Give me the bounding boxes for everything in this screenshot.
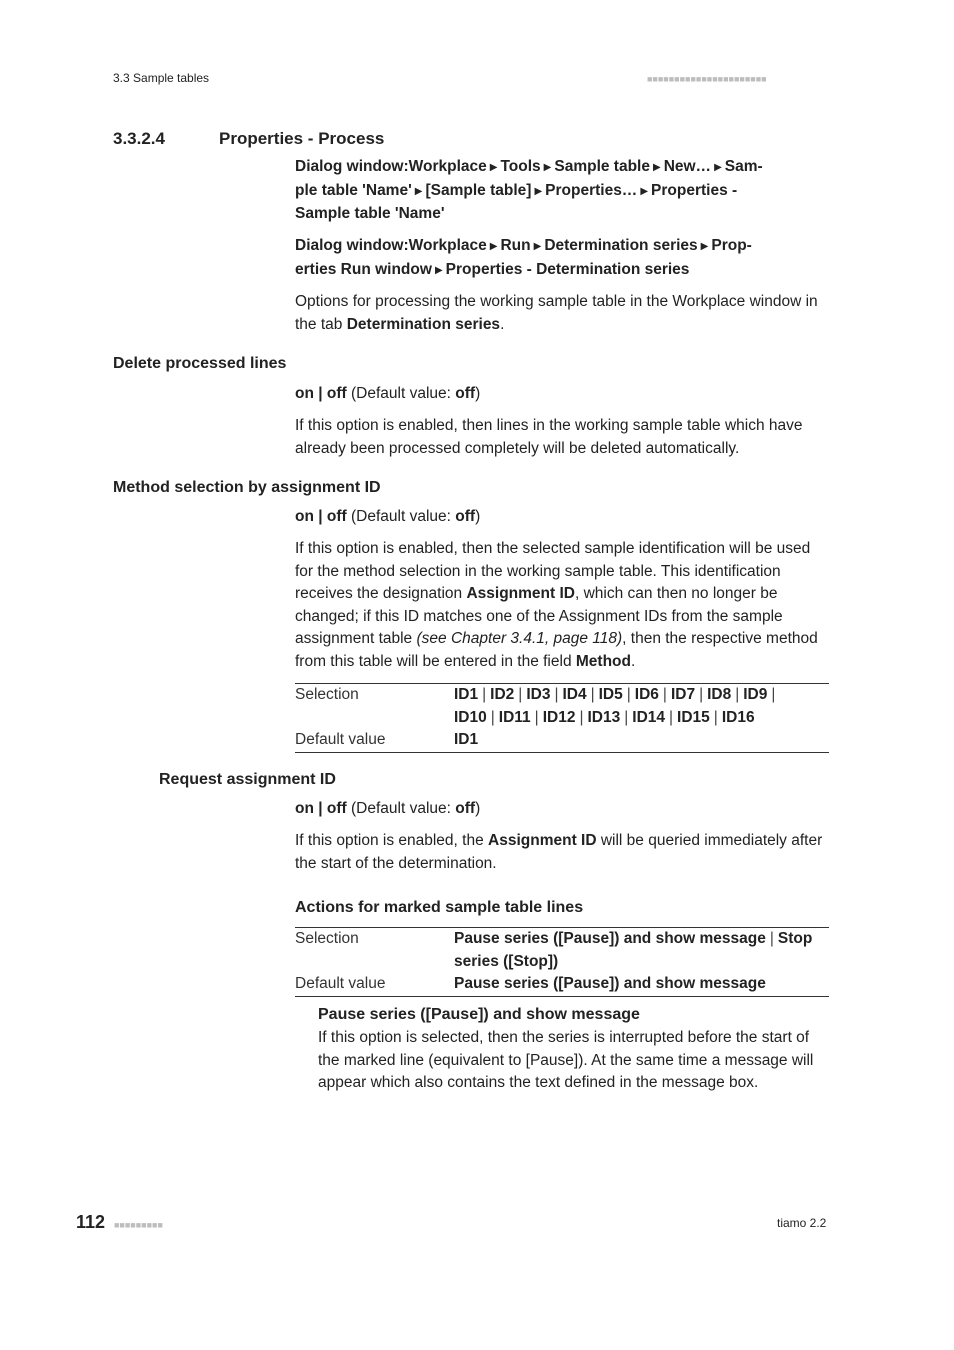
request-assignment-id-heading: Request assignment ID (159, 771, 336, 788)
arrow-right-icon: ▶ (652, 162, 661, 173)
arrow-right-icon: ▶ (414, 185, 423, 197)
page-number: 112 (76, 1212, 106, 1232)
arrow-right-icon: ▶ (700, 241, 709, 252)
method-selection-table (295, 683, 829, 753)
id-option: ID4 (562, 686, 587, 703)
arrow-right-icon: ▶ (434, 264, 443, 276)
id-option: ID15 (677, 708, 710, 726)
id-option: ID6 (634, 686, 659, 703)
delete-processed-lines-heading: Delete processed lines (113, 355, 287, 372)
option-separator: | (554, 686, 559, 703)
option-separator: | (590, 686, 595, 703)
delete-processed-lines-description: If this option is enabled, then lines in the working sample table which have already been processed completely will be deleted automatically. (295, 417, 803, 457)
arrow-right-icon: ▶ (543, 162, 552, 173)
id-option: ID16 (721, 708, 755, 726)
id-options (454, 684, 829, 730)
option-separator: | (482, 686, 487, 703)
method-selection-onoff: on | off (Default value: off) (295, 508, 481, 525)
id-option: ID14 (632, 708, 666, 726)
id-option: ID7 (670, 686, 696, 703)
id-option: ID2 (490, 686, 515, 703)
option-separator: | (662, 686, 667, 703)
arrow-right-icon: ▶ (489, 241, 498, 252)
option-separator: | (699, 686, 704, 703)
id-option: ID8 (707, 686, 732, 703)
actions-options: Pause series ([Pause]) and show message | Stop series ([Stop]) (454, 930, 813, 970)
method-selection-description: If this option is enabled, then the selected sample identification will be used for the method selection in the working sample table. This identification receives the designation Assignment ID, which can then no longer be changed; if this ID matches one of the Assignment IDs from the sample assignment table (see Chapter 3.4.1, page 118), then the respective method from this table will be entered in the field Method. (295, 540, 818, 670)
option-separator: | (490, 708, 495, 726)
id-option: ID11 (498, 708, 531, 726)
id-option: ID13 (587, 708, 621, 726)
request-assignment-id-description: If this option is enabled, the Assignment ID will be queried immediately after the start of the determination. (295, 832, 823, 872)
id-option: ID5 (598, 686, 623, 703)
id-option: ID12 (542, 708, 576, 726)
selection-label: Selection (295, 930, 359, 947)
request-assignment-id-onoff: on | off (Default value: off) (295, 800, 481, 817)
default-value: ID1 (454, 731, 479, 748)
nav-path-1: Dialog window:Workplace ▶ Tools ▶ Sample table ▶ New… ▶ Sam- ple table 'Name' ▶ [Sample table] ▶ Properties… ▶ Properties - Sample table 'Name' (295, 158, 763, 222)
pause-series-heading: Pause series ([Pause]) and show message (318, 1006, 640, 1023)
default-label: Default value (295, 731, 386, 748)
arrow-right-icon: ▶ (489, 162, 498, 173)
option-separator: | (771, 686, 776, 703)
arrow-right-icon: ▶ (534, 185, 543, 197)
option-separator: | (713, 708, 718, 726)
nav-path-2: Dialog window:Workplace ▶ Run ▶ Determination series ▶ Prop- erties Run window ▶ Properties - Determination series (295, 237, 752, 278)
delete-processed-lines-onoff: on | off (Default value: off) (295, 385, 481, 402)
option-separator: | (534, 708, 539, 726)
running-header-dots: ■■■■■■■■■■■■■■■■■■■■■■ (647, 74, 767, 84)
footer-dots: ■■■■■■■■■ (114, 1220, 163, 1230)
id-option: ID9 (743, 686, 768, 703)
section-number: 3.3.2.4 (113, 129, 165, 148)
option-separator: | (518, 686, 523, 703)
option-separator: | (669, 708, 674, 726)
id-option: ID10 (454, 708, 487, 726)
actions-table (295, 927, 829, 997)
arrow-right-icon: ▶ (714, 162, 722, 173)
option-separator: | (626, 686, 631, 703)
id-option: ID3 (526, 686, 551, 703)
actions-heading: Actions for marked sample table lines (295, 899, 584, 916)
default-value: Pause series ([Pause]) and show message (454, 975, 766, 992)
id-option: ID1 (454, 686, 479, 703)
option-separator: | (579, 708, 584, 726)
section-title: Properties - Process (219, 129, 385, 148)
selection-label: Selection (295, 686, 359, 703)
intro-paragraph: Options for processing the working sample table in the Workplace window in the tab Determination series. (295, 293, 818, 333)
option-separator: | (624, 708, 629, 726)
pause-series-description: If this option is selected, then the series is interrupted before the start of the marked line (equivalent to [Pause]). At the same time a message will appear which also contains the text defined in the message box. (318, 1029, 814, 1091)
default-label: Default value (295, 975, 386, 992)
footer-product: tiamo 2.2 (777, 1216, 827, 1230)
method-selection-heading: Method selection by assignment ID (113, 479, 381, 496)
arrow-right-icon: ▶ (640, 185, 649, 197)
running-header-section: 3.3 Sample tables (113, 71, 210, 85)
option-separator: | (735, 686, 740, 703)
arrow-right-icon: ▶ (533, 241, 542, 252)
